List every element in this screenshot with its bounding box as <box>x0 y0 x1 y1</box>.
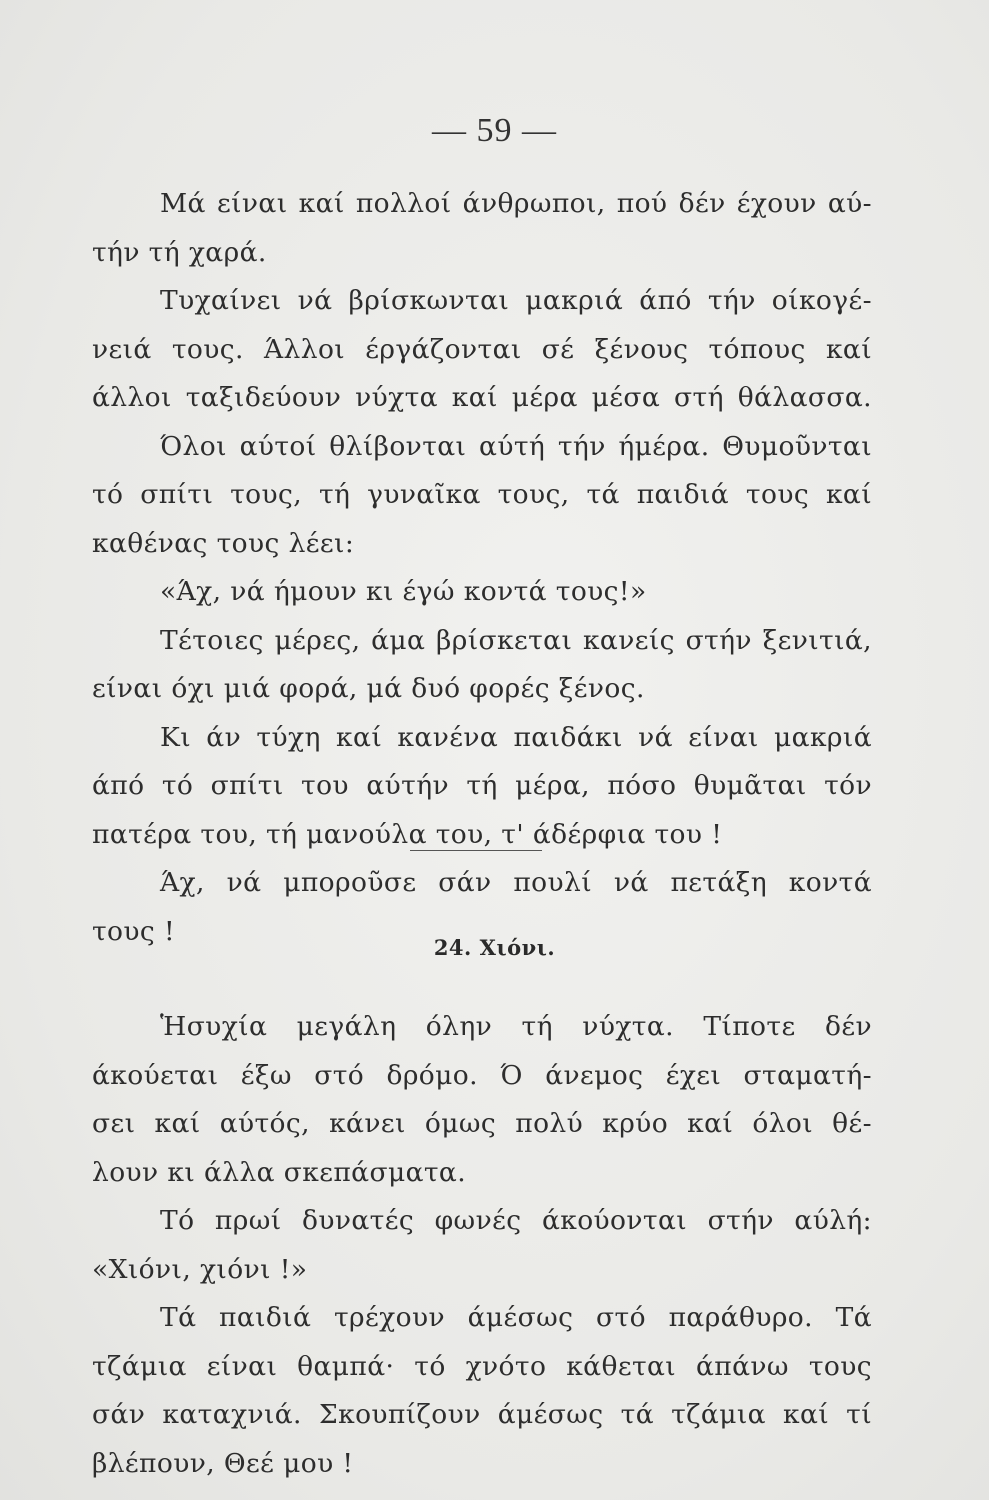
text-line: Μά είναι καί πολλοί άνθρωποι, πού δέν έχουν αύ- <box>160 188 872 219</box>
body-text-bottom <box>92 1003 872 1488</box>
text-line: Κι άν τύχη καί κανένα παιδάκι νά είναι μακριά <box>160 721 872 753</box>
text-line: λουν κι άλλα σκεπάσματα. <box>92 1156 467 1188</box>
text-line: βλέπουν, Θεέ μου ! <box>92 1447 354 1479</box>
text-line: άλλοι ταξιδεύουν νύχτα καί μέρα μέσα στή θάλασσα. <box>92 382 872 413</box>
text-line: Όλοι αύτοί θλίβονται αύτή τήν ήμέρα. Θυμοῦνται <box>160 430 872 462</box>
page-number: — 59 — <box>432 112 557 149</box>
text-line: Τά παιδιά τρέχουν άμέσως στό παράθυρο. Τά <box>160 1302 872 1333</box>
text-line: Τό πρωί δυνατές φωνές άκούονται στήν αύλή: <box>160 1205 872 1236</box>
text-line: σάν καταχνιά. Σκουπίζουν άμέσως τά τζάμια καί τί <box>92 1399 872 1430</box>
body-text-top <box>92 180 872 956</box>
text-line: είναι όχι μιά φορά, μά δυό φορές ξένος. <box>92 673 645 704</box>
text-line: τους ! <box>92 915 176 947</box>
text-line: Άχ, νά μποροῦσε σάν πουλί νά πετάξη κοντά <box>160 867 872 898</box>
text-line: τζάμια είναι θαμπά· τό χνότο κάθεται άπάνω τους <box>92 1350 872 1382</box>
text-line: νειά τους. Άλλοι έργάζονται σέ ξένους τόπους καί <box>92 333 872 365</box>
text-line: τήν τή χαρά. <box>92 236 267 268</box>
text-line: πατέρα του, τή μανούλα του, τ' άδέρφια του ! <box>92 818 723 850</box>
text-line: άκούεται έξω στό δρόμο. Ό άνεμος έχει σταματή- <box>92 1059 872 1091</box>
text-line: Ἡσυχία μεγάλη όλην τή νύχτα. Τίποτε δέν <box>160 1011 872 1042</box>
text-line: «Άχ, νά ήμουν κι έγώ κοντά τους!» <box>160 576 647 607</box>
section-heading: 24. Χιόνι. <box>433 935 556 960</box>
text-line: τό σπίτι τους, τή γυναῖκα τους, τά παιδιά τους καί <box>92 479 872 510</box>
text-line: σει καί αύτός, κάνει όμως πολύ κρύο καί όλοι θέ- <box>92 1108 872 1139</box>
text-line: Τέτοιες μέρες, άμα βρίσκεται κανείς στήν ξενιτιά, <box>160 624 872 656</box>
text-line: Τυχαίνει νά βρίσκωνται μακριά άπό τήν οίκογέ- <box>160 285 872 316</box>
section-divider <box>410 850 542 851</box>
text-line: «Χιόνι, χιόνι !» <box>92 1253 308 1285</box>
text-line: άπό τό σπίτι του αύτήν τή μέρα, πόσο θυμᾶται τόν <box>92 770 872 801</box>
text-line: καθένας τους λέει: <box>92 527 355 559</box>
